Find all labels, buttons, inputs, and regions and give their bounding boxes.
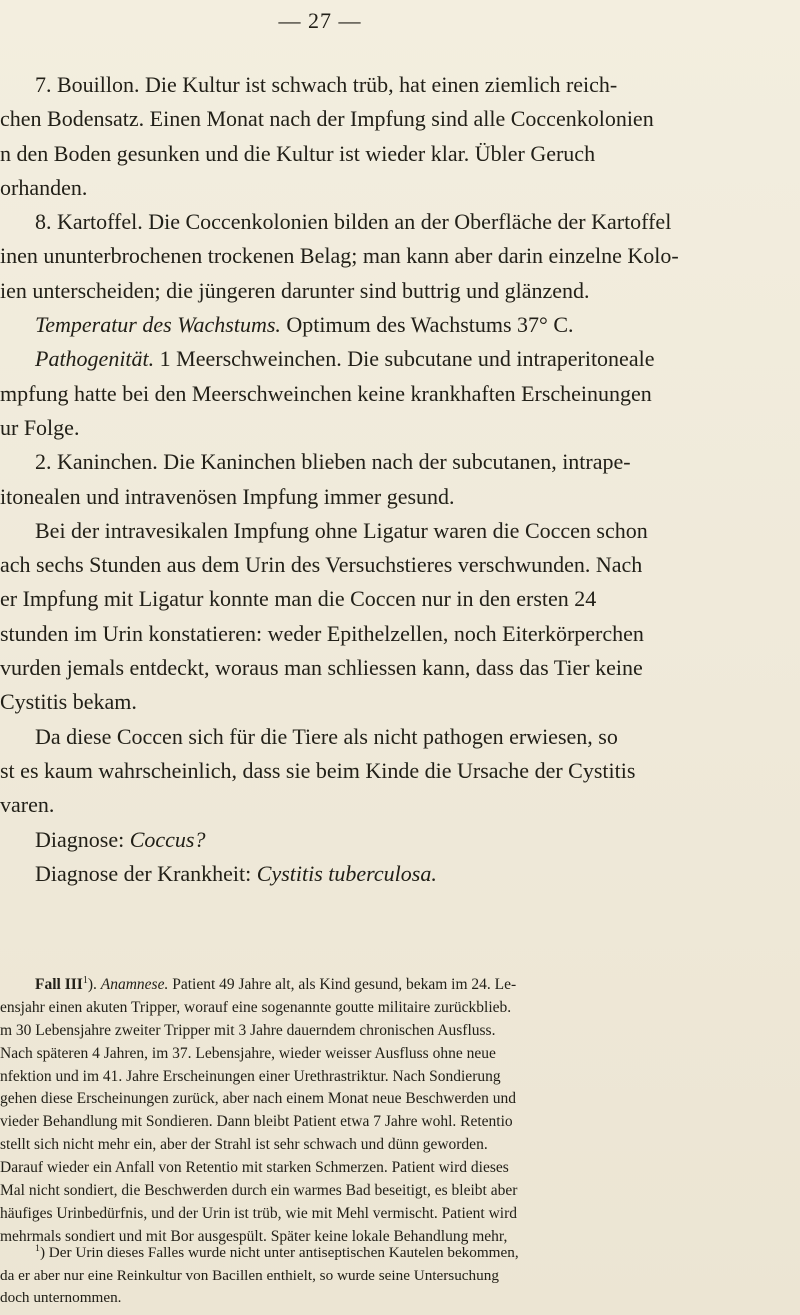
case-line xyxy=(0,997,800,1020)
text-line xyxy=(0,205,800,239)
text-run: ur Folge. xyxy=(0,414,80,440)
text-line xyxy=(0,480,800,514)
text-run: da er aber nur eine Reinkultur von Bacillen enthielt, so wurde seine Untersuchung xyxy=(0,1266,499,1284)
text-run: stunden im Urin konstatieren: weder Epithelzellen, noch Eiterkörperchen xyxy=(0,620,644,646)
text-line xyxy=(0,308,800,342)
footnote-line xyxy=(0,1242,800,1265)
case-line xyxy=(0,1203,800,1226)
text-run: Diagnose: xyxy=(35,826,130,852)
case-line xyxy=(0,1157,800,1180)
text-line xyxy=(0,617,800,651)
text-run: stellt sich nicht mehr ein, aber der Strahl ist sehr schwach und dünn geworden. xyxy=(0,1136,488,1154)
text-run: vieder Behandlung mit Sondieren. Dann bleibt Patient etwa 7 Jahre wohl. Retentio xyxy=(0,1113,513,1131)
text-line xyxy=(0,445,800,479)
text-line xyxy=(0,239,800,273)
text-run: Mal nicht sondiert, die Beschwerden durch ein warmes Bad beseitigt, es bleibt aber xyxy=(0,1182,518,1200)
text-run: varen. xyxy=(0,792,55,818)
text-line xyxy=(0,137,800,171)
case-line xyxy=(0,1088,800,1111)
text-run: Da diese Coccen sich für die Tiere als nicht pathogen erwiesen, so xyxy=(35,723,618,749)
text-run: er Impfung mit Ligatur konnte man die Coccen nur in den ersten 24 xyxy=(0,586,597,612)
text-line xyxy=(0,685,800,719)
text-run: Darauf wieder ein Anfall von Retentio mit starken Schmerzen. Patient wird dieses xyxy=(0,1159,509,1177)
text-line xyxy=(0,274,800,308)
footnote-line xyxy=(0,1287,800,1310)
text-run: ) Der Urin dieses Falles wurde nicht unter antiseptischen Kautelen bekommen, xyxy=(39,1244,519,1261)
text-run: 8. Kartoffel. Die Coccenkolonien bilden an der Oberfläche der Kartoffel xyxy=(35,209,672,235)
case-report xyxy=(0,974,800,1249)
footnote xyxy=(0,1242,800,1310)
case-line xyxy=(0,1111,800,1134)
case-line xyxy=(0,1180,800,1203)
text-run: Patient 49 Jahre alt, als Kind gesund, bekam im 24. Le- xyxy=(168,976,517,993)
text-run: 1 Meerschweinchen. Die subcutane und intraperitoneale xyxy=(154,346,655,372)
text-run: n den Boden gesunken und die Kultur ist wieder klar. Übler Geruch xyxy=(0,140,596,166)
text-line xyxy=(0,857,800,891)
text-run: orhanden. xyxy=(0,174,88,200)
text-run: 2. Kaninchen. Die Kaninchen blieben nach der subcutanen, intrape- xyxy=(35,449,631,475)
case-line xyxy=(0,1020,800,1043)
text-line xyxy=(0,720,800,754)
text-run: Temperatur des Wachstums. xyxy=(35,312,281,338)
text-run: mehrmals sondiert und mit Bor ausgespült. Später keine lokale Behandlung mehr, xyxy=(0,1227,508,1245)
text-run: 7. Bouillon. Die Kultur ist schwach trüb, hat einen ziemlich reich- xyxy=(35,72,618,97)
case-line xyxy=(0,1066,800,1089)
text-line xyxy=(0,171,800,205)
text-line xyxy=(0,342,800,376)
text-run: doch unternommen. xyxy=(0,1289,122,1307)
text-line xyxy=(0,377,800,411)
text-line xyxy=(0,102,800,136)
text-run: gehen diese Erscheinungen zurück, aber nach einem Monat neue Beschwerden und xyxy=(0,1090,517,1108)
text-run: st es kaum wahrscheinlich, dass sie beim Kinde die Ursache der Cystitis xyxy=(0,757,636,783)
text-run: nfektion und im 41. Jahre Erscheinungen einer Urethrastriktur. Nach Sondierung xyxy=(0,1067,501,1085)
text-line xyxy=(0,754,800,788)
text-run: chen Bodensatz. Einen Monat nach der Impfung sind alle Coccenkolonien xyxy=(0,106,654,132)
text-run: Diagnose der Krankheit: xyxy=(35,860,257,886)
text-run: Fall III xyxy=(35,976,83,993)
text-run: ). xyxy=(87,976,101,993)
text-line xyxy=(0,582,800,616)
page-number: — 27 — xyxy=(278,8,362,33)
text-run: 1 xyxy=(82,974,88,986)
text-run: vurden jemals entdeckt, woraus man schliessen kann, dass das Tier keine xyxy=(0,655,643,681)
text-line xyxy=(0,411,800,445)
text-run: itonealen und intravenösen Impfung immer gesund. xyxy=(0,483,455,509)
text-run: ien unterscheiden; die jüngeren darunter sind buttrig und glänzend. xyxy=(0,277,590,303)
text-run: Anamnese. xyxy=(100,976,169,993)
case-line xyxy=(0,974,800,997)
text-run: Optimum des Wachstums 37° C. xyxy=(280,312,574,338)
text-run: Cystitis bekam. xyxy=(0,689,137,715)
text-run: mpfung hatte bei den Meerschweinchen keine krankhaften Erscheinungen xyxy=(0,380,652,406)
text-line xyxy=(0,68,800,102)
text-run: m 30 Lebensjahre zweiter Tripper mit 3 Jahre dauerndem chronischen Ausfluss. xyxy=(0,1021,496,1039)
footnote-line xyxy=(0,1265,800,1288)
text-run: inen ununterbrochenen trockenen Belag; man kann aber darin einzelne Kolo- xyxy=(0,243,679,269)
text-run: 1 xyxy=(35,1242,40,1254)
text-line xyxy=(0,514,800,548)
text-run: Nach späteren 4 Jahren, im 37. Lebensjahre, wieder weisser Ausfluss ohne neue xyxy=(0,1044,496,1062)
case-line xyxy=(0,1134,800,1157)
text-run: ensjahr einen akuten Tripper, worauf eine sogenannte goutte militaire zurückblieb. xyxy=(0,998,512,1016)
main-text xyxy=(0,68,800,891)
case-line xyxy=(0,1043,800,1066)
text-run: ach sechs Stunden aus dem Urin des Versuchstieres verschwunden. Nach xyxy=(0,552,643,578)
text-line xyxy=(0,651,800,685)
text-run: Coccus? xyxy=(129,826,206,852)
text-run: häufiges Urinbedürfnis, und der Urin ist trüb, wie mit Mehl vermischt. Patient wird xyxy=(0,1204,518,1222)
text-line xyxy=(0,823,800,857)
text-run: Bei der intravesikalen Impfung ohne Ligatur waren die Coccen schon xyxy=(35,517,648,543)
text-line xyxy=(0,788,800,822)
text-run: Cystitis tuberculosa. xyxy=(256,860,437,886)
text-run: Pathogenität. xyxy=(35,346,155,372)
text-line xyxy=(0,548,800,582)
